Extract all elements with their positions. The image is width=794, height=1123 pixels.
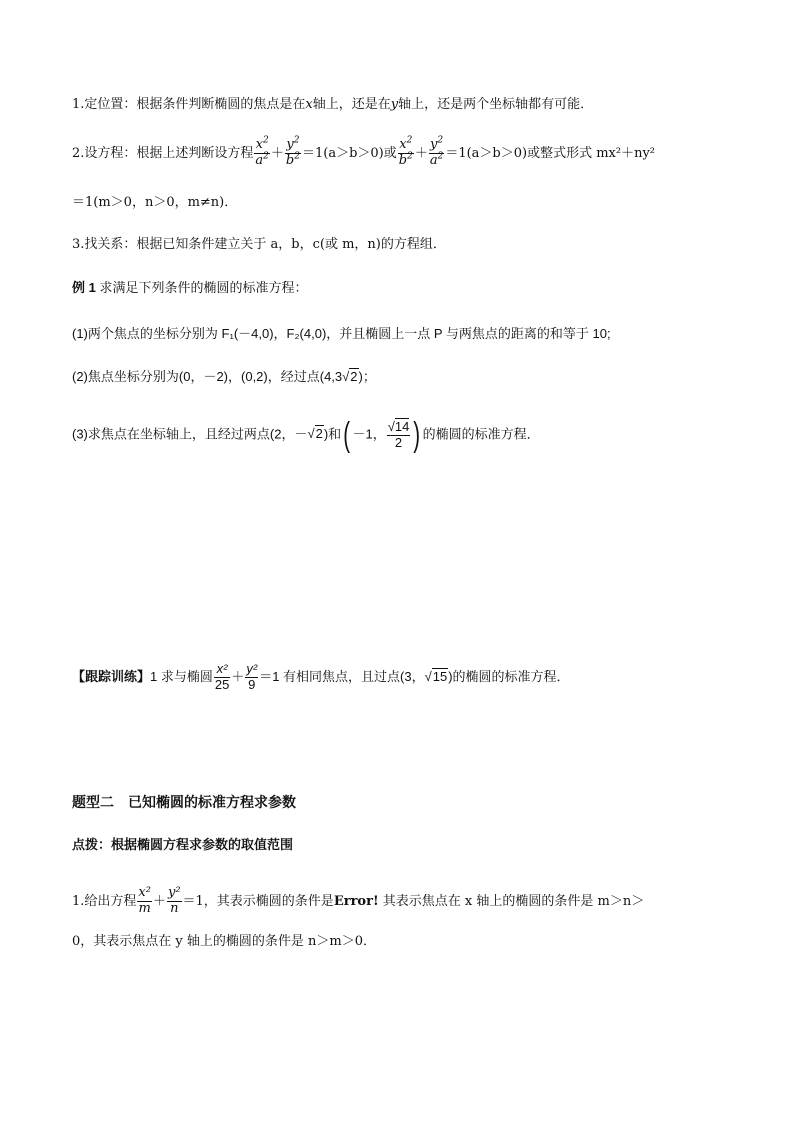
- fraction-y2-a2: $\frac{y^2}{a^2}$: [429, 135, 444, 168]
- part-3-text-a: (3)求焦点在坐标轴上，且经过两点(2，－: [72, 426, 308, 442]
- sqrt-2: √2: [342, 369, 358, 384]
- left-paren: (: [343, 416, 351, 454]
- tip-2-line-2: ＝1(m＞0，n＞0，m≠n)．: [72, 195, 238, 210]
- fraction-x2-b2: $\frac{x^2}{b^2}$: [398, 135, 413, 168]
- example-1-title: [72, 281, 307, 294]
- tip-1-x: x: [305, 97, 313, 112]
- fraction-numerator: x²: [138, 885, 151, 900]
- fraction-y2-n: [167, 886, 182, 917]
- practice-text-b: ＝1 有相同焦点，且过点(3，: [259, 668, 425, 684]
- fraction-sqrt14-2: $\frac{√14}{2}$: [387, 418, 410, 450]
- plus-sign: ＋: [414, 145, 428, 161]
- fraction-numerator: x²: [214, 662, 230, 678]
- fraction-denominator: 2: [394, 434, 403, 450]
- section-2-line-2: 0，其表示焦点在 y 轴上的椭圆的条件是 n＞m＞0．: [72, 934, 376, 949]
- sqrt-15: √15: [424, 668, 448, 684]
- fraction-y2-b2: $\frac{y^2}{b^2}$: [285, 135, 300, 168]
- part-3-text-b: )和: [323, 426, 342, 442]
- tip-3: 3.找关系：根据已知条件建立关于 a，b，c(或 m，n)的方程组．: [72, 237, 446, 252]
- sqrt-radicand: 2: [350, 369, 358, 384]
- tip-1-text-c: 轴上，还是两个坐标轴都有可能．: [398, 97, 594, 112]
- section-2-text-c: 其表示焦点在 x 轴上的椭圆的条件是 m＞n＞: [378, 893, 645, 909]
- practice-text-a: 1 求与椭圆: [150, 668, 213, 684]
- section-2-text-b: ＝1，其表示椭圆的条件是: [182, 893, 334, 909]
- part-3-text-d: 的椭圆的标准方程．: [422, 426, 540, 442]
- fraction-y2-9: [245, 662, 258, 693]
- fraction-x2-a2: $\frac{x^2}{a^2}$: [255, 135, 269, 168]
- fraction-numerator: y²: [246, 661, 258, 676]
- tip-1-y: y: [390, 97, 399, 112]
- section-2-hint: 点拨：根据椭圆方程求参数的取值范围: [72, 838, 294, 853]
- fraction-denominator: n: [170, 900, 179, 916]
- plus-sign: ＋: [152, 893, 166, 909]
- section-2-line-1: [72, 886, 644, 917]
- right-paren: ): [413, 416, 421, 454]
- plus-sign: ＋: [270, 145, 284, 161]
- sqrt-2: √2: [307, 426, 323, 442]
- part-3-text-c: －1，: [352, 426, 386, 442]
- example-1-text: 求满足下列条件的椭圆的标准方程：: [99, 280, 308, 295]
- example-1-part-2: [72, 370, 376, 383]
- tip-1-text-b: 轴上，还是在: [312, 97, 391, 112]
- sqrt-radicand: 14: [394, 418, 410, 434]
- example-1-label: 例 1: [72, 280, 96, 295]
- practice-text-c: )的椭圆的标准方程．: [448, 668, 570, 684]
- tip-2: [72, 135, 656, 169]
- section-2-text-a: 1.给出方程: [72, 893, 137, 909]
- example-1-part-3: [72, 418, 540, 452]
- part-2-text-b: )；: [358, 369, 376, 384]
- sqrt-radicand: 2: [315, 426, 323, 442]
- example-1-part-1: (1)两个焦点的坐标分别为 F₁(－4,0)，F₂(4,0)，并且椭圆上一点 P 与两焦点的距离的和等于 10;: [72, 326, 611, 341]
- fraction-denominator: 9: [248, 676, 256, 692]
- fraction-denominator: m: [138, 900, 151, 916]
- tip-1-text-a: 1.定位置：根据条件判断椭圆的焦点是在: [72, 97, 306, 112]
- practice-line: [72, 662, 570, 693]
- tip-1: [72, 98, 593, 111]
- fraction-x2-25: [214, 662, 230, 693]
- tip-2-eq2: ＝1(a＞b＞0)或整式形式 mx²＋ny²: [445, 145, 656, 161]
- part-2-text-a: (2)焦点坐标分别为(0，－2)，(0,2)，经过点(4,3: [72, 369, 343, 384]
- error-text: Error!: [333, 893, 379, 909]
- practice-tag: 【跟踪训练】: [72, 668, 151, 684]
- tip-2-eq1: ＝1(a＞b＞0)或: [301, 145, 397, 161]
- fraction-numerator: y²: [167, 885, 181, 900]
- fraction-x2-m: [137, 886, 152, 917]
- section-2-title: 题型二 已知椭圆的标准方程求参数: [72, 794, 296, 810]
- tip-2-prefix: 2.设方程：根据上述判断设方程: [72, 145, 254, 161]
- fraction-denominator: 25: [214, 676, 230, 692]
- plus-sign: ＋: [231, 668, 245, 684]
- sqrt-radicand: 15: [432, 668, 448, 684]
